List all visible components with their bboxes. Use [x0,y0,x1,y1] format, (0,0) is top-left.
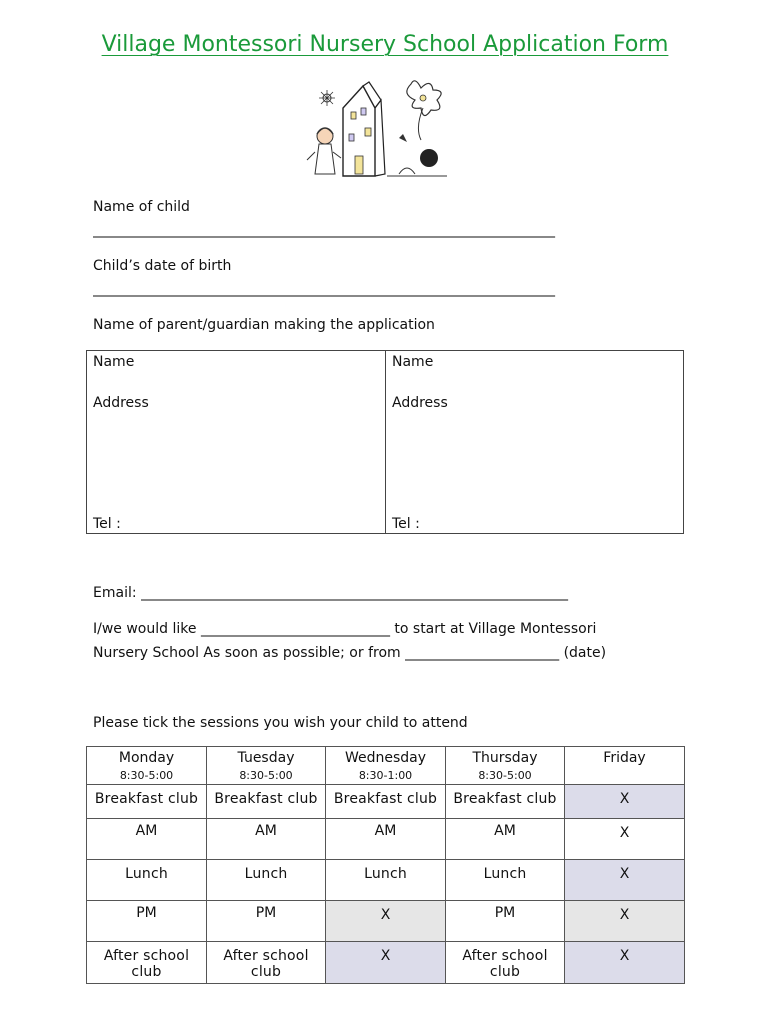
parent1-address-label[interactable]: Address [93,395,149,411]
parent-box-divider [385,351,386,533]
after-school-thursday[interactable]: After school club [446,942,565,984]
table-row-days [87,747,685,785]
lunch-wednesday[interactable]: Lunch [326,860,446,901]
parent2-address-label[interactable]: Address [392,395,448,411]
day-thursday: Thursday 8:30-5:00 [446,747,565,785]
time-thursday: 8:30-5:00 [478,769,532,782]
breakfast-thursday[interactable]: Breakfast club [446,785,565,819]
email-field[interactable]: _____________________________________________________________ [141,585,568,601]
after-school-tuesday[interactable]: After school club [207,942,326,984]
table-row-lunch [87,860,685,901]
pm-thursday[interactable]: PM [446,901,565,942]
lunch-thursday[interactable]: Lunch [446,860,565,901]
start-line-2 [93,645,606,661]
parent1-name-label[interactable]: Name [93,354,135,370]
day-monday: Monday 8:30-5:00 [87,747,207,785]
parent2-name-label[interactable]: Name [392,354,434,370]
pm-friday-unavailable: X [565,901,685,942]
pm-wednesday-unavailable: X [326,901,446,942]
lunch-friday-unavailable: X [565,860,685,901]
pm-tuesday[interactable]: PM [207,901,326,942]
am-tuesday[interactable]: AM [207,819,326,860]
parent-details-box [86,350,684,534]
after-school-monday[interactable]: After school club [87,942,207,984]
start-text-d: (date) [563,645,607,661]
am-friday-unavailable: X [565,819,685,860]
lunch-monday[interactable]: Lunch [87,860,207,901]
day-wednesday: Wednesday 8:30-1:00 [326,747,446,785]
time-monday: 8:30-5:00 [119,769,174,782]
breakfast-monday[interactable]: Breakfast club [87,785,207,819]
day-friday: Friday [565,747,685,785]
am-thursday[interactable]: AM [446,819,565,860]
breakfast-friday-unavailable: X [565,785,685,819]
table-row-pm [87,901,685,942]
time-tuesday: 8:30-5:00 [239,769,293,782]
child-name-label: Name of child [93,199,190,215]
am-monday[interactable]: AM [87,819,207,860]
start-text-c: Nursery School As soon as possible; or from [93,645,401,661]
breakfast-tuesday[interactable]: Breakfast club [207,785,326,819]
child-house-drawing [303,78,449,182]
start-name-blank[interactable]: ___________________________ [200,621,390,637]
form-title: Village Montessori Nursery School Application Form [101,32,669,57]
after-school-friday-unavailable: X [565,942,685,984]
start-text-a: I/we would like [93,621,197,637]
time-wednesday: 8:30-1:00 [358,769,413,782]
parent1-tel-label[interactable]: Tel : [93,516,121,532]
breakfast-wednesday[interactable]: Breakfast club [326,785,446,819]
parent-label: Name of parent/guardian making the application [93,317,435,333]
email-label: Email: [93,585,137,601]
sessions-heading: Please tick the sessions you wish your child to attend [93,715,468,731]
child-dob-label: Child’s date of birth [93,258,232,274]
lunch-tuesday[interactable]: Lunch [207,860,326,901]
sessions-table [86,746,685,984]
child-dob-field[interactable]: __________________________________________________________________ [93,281,555,297]
start-text-b: to start at Village Montessori [394,621,597,637]
table-row-am [87,819,685,860]
pm-monday[interactable]: PM [87,901,207,942]
table-row-breakfast [87,785,685,819]
day-tuesday: Tuesday 8:30-5:00 [207,747,326,785]
start-date-blank[interactable]: ______________________ [405,645,560,661]
table-row-after-school [87,942,685,984]
start-line-1 [93,621,596,637]
child-name-field[interactable]: __________________________________________________________________ [93,222,555,238]
am-wednesday[interactable]: AM [326,819,446,860]
parent2-tel-label[interactable]: Tel : [392,516,420,532]
after-school-wednesday-unavailable: X [326,942,446,984]
